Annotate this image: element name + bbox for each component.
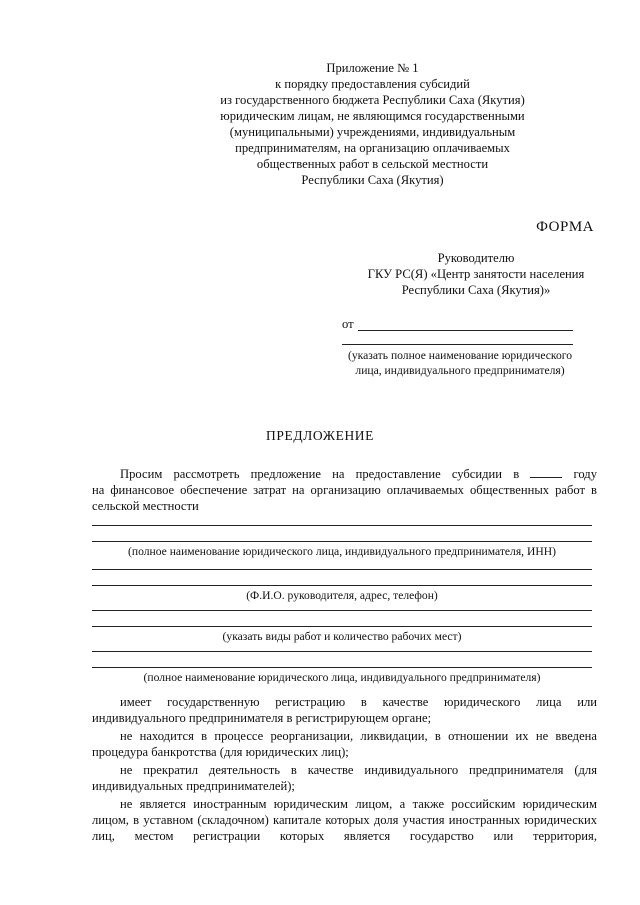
addressee-line: ГКУ РС(Я) «Центр занятости населения <box>367 267 585 281</box>
annex-header <box>220 60 525 188</box>
document-title: ПРЕДЛОЖЕНИЕ <box>266 428 374 443</box>
year-blank-field[interactable] <box>530 466 562 478</box>
caption-work-types: (указать виды работ и количество рабочих мест) <box>222 630 462 643</box>
annex-line: юридическим лицам, не являющимся государственными <box>220 109 525 123</box>
fill-line[interactable] <box>92 667 592 668</box>
intro-text-part1: Просим рассмотреть предложение на предоставление субсидии в <box>120 467 531 481</box>
condition-paragraph: не является иностранным юридическим лицом, а также российским юридическим лицом, в уставном (складочном) капитале которых доля участия иностранных юридических лиц, местом регистрации которых является государство или территория, <box>92 797 597 843</box>
annex-line: предпринимателям, на организацию оплачиваемых <box>235 141 510 155</box>
from-input-line[interactable] <box>358 330 573 331</box>
fill-line[interactable] <box>92 626 592 627</box>
from-caption-line: лица, индивидуального предпринимателя) <box>355 364 565 377</box>
from-caption-line: (указать полное наименование юридического <box>348 349 572 362</box>
condition-paragraph: не прекратил деятельность в качестве индивидуального предпринимателя (для индивидуальных предпринимателей); <box>92 763 597 793</box>
intro-text-part2: году <box>562 467 597 481</box>
annex-line: Республики Саха (Якутия) <box>301 173 444 187</box>
fill-line[interactable] <box>92 569 592 570</box>
addressee-block <box>360 250 592 298</box>
fill-line[interactable] <box>92 541 592 542</box>
from-input-line-2[interactable] <box>342 344 573 345</box>
form-label: ФОРМА <box>536 219 594 235</box>
annex-line: (муниципальными) учреждениями, индивидуальным <box>229 125 516 139</box>
fill-line[interactable] <box>92 651 592 652</box>
intro-rest: на финансовое обеспечение затрат на организацию оплачиваемых общественных работ в сельской местности <box>92 483 597 513</box>
fill-line[interactable] <box>92 610 592 611</box>
condition-paragraph: не находится в процессе реорганизации, ликвидации, в отношении их не введена процедура банкротства (для юридических лиц); <box>92 729 597 759</box>
annex-line: к порядку предоставления субсидий <box>275 77 470 91</box>
fill-line[interactable] <box>92 525 592 526</box>
condition-paragraph: имеет государственную регистрацию в качестве юридического лица или индивидуального предпринимателя в регистрирующем органе; <box>92 695 597 725</box>
fill-line[interactable] <box>92 585 592 586</box>
intro-paragraph <box>92 466 597 514</box>
annex-line: из государственного бюджета Республики Саха (Якутия) <box>220 93 525 107</box>
addressee-line: Руководителю <box>437 251 515 265</box>
intro-first-line <box>92 466 597 482</box>
from-caption <box>335 348 585 378</box>
from-prefix: от <box>342 317 354 331</box>
addressee-line: Республики Саха (Якутия)» <box>401 283 551 297</box>
caption-full-name-inn: (полное наименование юридического лица, индивидуального предпринимателя, ИНН) <box>128 545 556 558</box>
caption-full-name: (полное наименование юридического лица, индивидуального предпринимателя) <box>143 671 541 684</box>
annex-line: Приложение № 1 <box>326 61 419 75</box>
caption-head-contacts: (Ф.И.О. руководителя, адрес, телефон) <box>246 589 438 602</box>
conditions-list <box>92 694 597 846</box>
annex-line: общественных работ в сельской местности <box>256 157 489 171</box>
